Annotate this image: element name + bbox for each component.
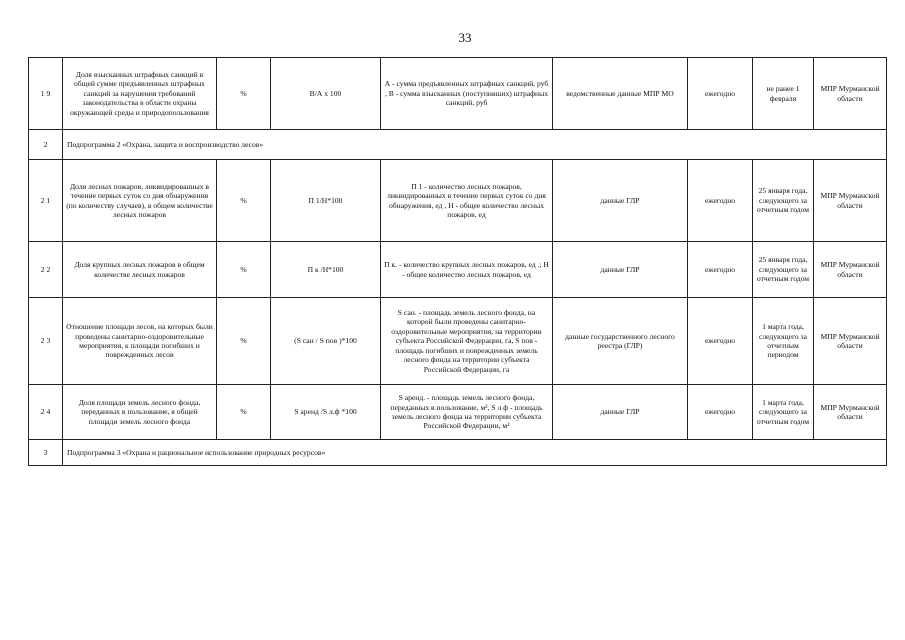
responsible-cell: МПР Мурманской области [814, 160, 887, 242]
row-number-cell: 3 [29, 440, 63, 466]
definition-cell: П к. - количество крупных лесных пожаров, ед .; Н - общее количество лесных пожаров, ед [381, 242, 553, 298]
indicator-name-cell: Доля площади земель лесного фонда, переданных в пользование, в общей площади земель лесного фонда [63, 385, 217, 440]
unit-cell: % [217, 160, 271, 242]
definition-cell: S аренд. - площадь земель лесного фонда, переданных в пользование, м², S л ф - площадь земель лесного фонда на территории субъекта Российской Федерации, м² [381, 385, 553, 440]
row-number-cell: 1 9 [29, 58, 63, 130]
section-row [29, 130, 887, 160]
indicator-name-cell: Доля крупных лесных пожаров в общем количестве лесных пожаров [63, 242, 217, 298]
row-number-cell: 2 3 [29, 298, 63, 385]
responsible-cell: МПР Мурманской области [814, 298, 887, 385]
table-row [29, 242, 887, 298]
data-source-cell: данные государственного лесного реестра (ГЛР) [553, 298, 688, 385]
formula-cell: (S сан / S пов )*100 [271, 298, 381, 385]
section-title-cell: Подпрограмма 2 «Охрана, защита и воспроизводство лесов» [63, 130, 887, 160]
data-source-cell: данные ГЛР [553, 385, 688, 440]
frequency-cell: ежегодно [688, 385, 753, 440]
row-number-cell: 2 4 [29, 385, 63, 440]
data-source-cell: данные ГЛР [553, 242, 688, 298]
row-number-cell: 2 [29, 130, 63, 160]
responsible-cell: МПР Мурманской области [814, 385, 887, 440]
indicator-name-cell: Отношение площади лесов, на которых были проведены санитарно-оздоровительные мероприятия, к площади погибших и поврежденных лесов [63, 298, 217, 385]
section-title-cell: Подпрограмма 3 «Охрана и рациональное использование природных ресурсов» [63, 440, 887, 466]
unit-cell: % [217, 58, 271, 130]
indicator-name-cell: Доля лесных пожаров, ликвидированных в течение первых суток со дня обнаружения (по количеству случаев), в общем количестве лесных пожаров [63, 160, 217, 242]
deadline-cell: 1 марта года, следующего за отчетным периодом [753, 298, 814, 385]
deadline-cell: 1 марта года, следующего за отчетным годом [753, 385, 814, 440]
formula-cell: П 1/Н*100 [271, 160, 381, 242]
deadline-cell: 25 января года, следующего за отчетным годом [753, 160, 814, 242]
responsible-cell: МПР Мурманской области [814, 58, 887, 130]
row-number-cell: 2 1 [29, 160, 63, 242]
data-source-cell: ведомственные данные МПР МО [553, 58, 688, 130]
data-source-cell: данные ГЛР [553, 160, 688, 242]
frequency-cell: ежегодно [688, 242, 753, 298]
table-row [29, 298, 887, 385]
definition-cell: S сан. - площадь земель лесного фонда, на которой были проведены санитарно-оздоровительные мероприятия, на территории субъекта Российской Федерации, га, S пов - площадь погибших и поврежденных земель лесного фонда на территории субъекта Российской Федерации, га [381, 298, 553, 385]
formula-cell: П к /Н*100 [271, 242, 381, 298]
table-row [29, 385, 887, 440]
deadline-cell: не ранее 1 февраля [753, 58, 814, 130]
row-number-cell: 2 2 [29, 242, 63, 298]
frequency-cell: ежегодно [688, 58, 753, 130]
responsible-cell: МПР Мурманской области [814, 242, 887, 298]
definition-cell: А - сумма предъявленных штрафных санкций, руб , В - сумма взысканных (поступивших) штрафных санкций, руб [381, 58, 553, 130]
frequency-cell: ежегодно [688, 160, 753, 242]
table-row [29, 58, 887, 130]
unit-cell: % [217, 298, 271, 385]
unit-cell: % [217, 242, 271, 298]
section-row [29, 440, 887, 466]
table-row [29, 160, 887, 242]
deadline-cell: 25 января года, следующего за отчетным годом [753, 242, 814, 298]
definition-cell: П 1 - количество лесных пожаров, ликвидированных в течение первых суток со дня обнаружения, ед , Н - общее количество лесных пожаров, ед [381, 160, 553, 242]
unit-cell: % [217, 385, 271, 440]
indicators-table [28, 57, 887, 466]
formula-cell: S аренд /S л.ф *100 [271, 385, 381, 440]
indicator-name-cell: Доля взысканных штрафных санкций в общей сумме предъявленных штрафных санкций за нарушения требований законодательства в области охраны окружающей среды и природопользования [63, 58, 217, 130]
page-number: 33 [458, 30, 472, 45]
frequency-cell: ежегодно [688, 298, 753, 385]
formula-cell: В/А х 100 [271, 58, 381, 130]
